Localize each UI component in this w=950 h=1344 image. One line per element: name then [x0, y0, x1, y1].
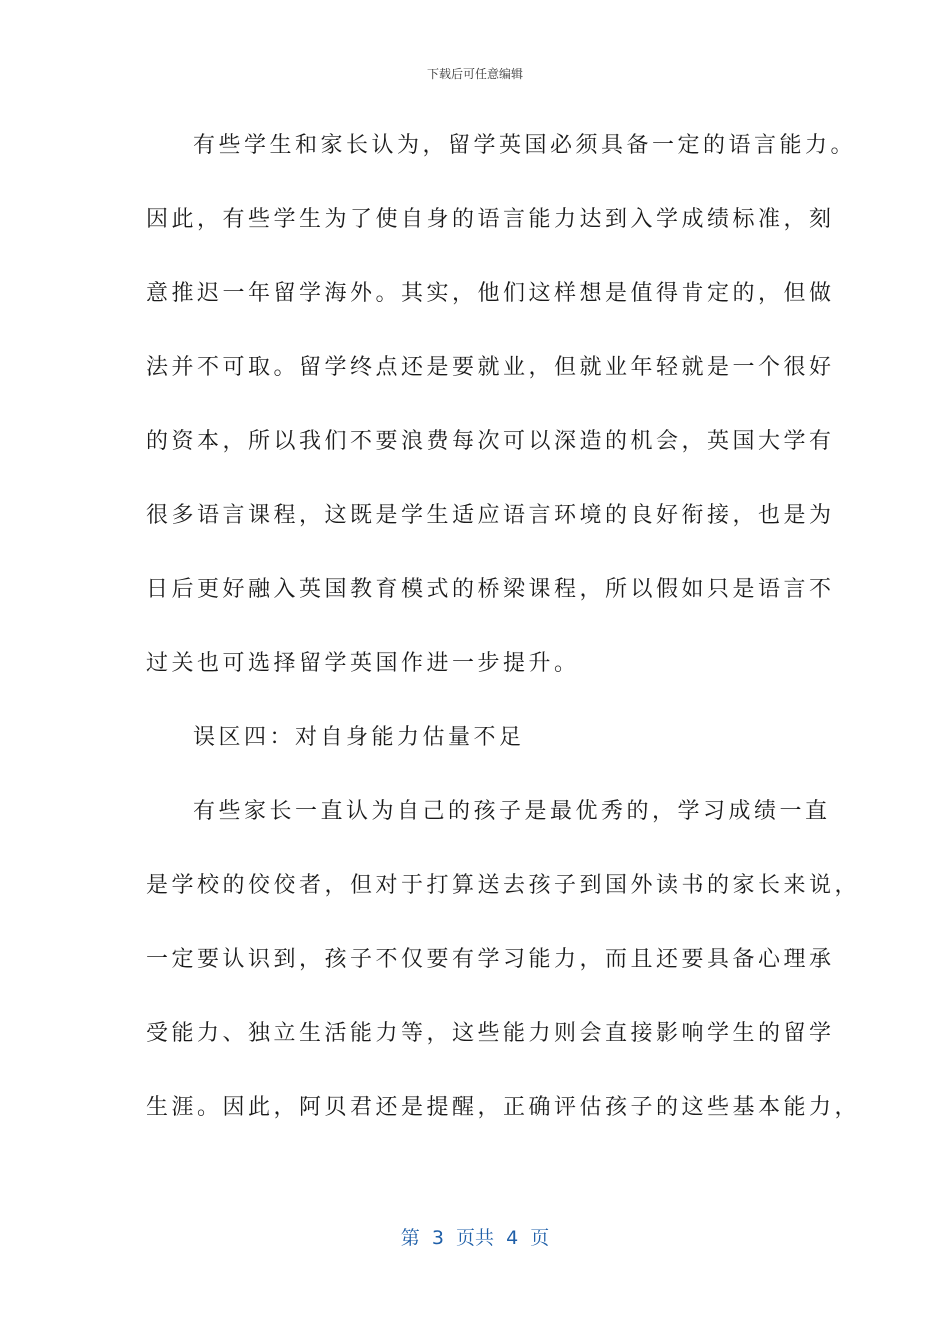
paragraph-line: 过关也可选择留学英国作进一步提升。	[146, 651, 580, 676]
paragraph-line: 很多语言课程，这既是学生适应语言环境的良好衔接，也是为	[146, 503, 835, 528]
paragraph-line: 生涯。因此，阿贝君还是提醒，正确评估孩子的这些基本能力，	[146, 1095, 861, 1120]
paragraph-line: 法并不可取。留学终点还是要就业，但就业年轻就是一个很好	[146, 355, 835, 380]
paragraph-line: 是学校的佼佼者，但对于打算送去孩子到国外读书的家长来说，	[146, 873, 861, 898]
document-body	[146, 124, 861, 1160]
paragraph-line: 有些家长一直认为自己的孩子是最优秀的，学习成绩一直	[193, 799, 831, 824]
section-heading: 误区四：对自身能力估量不足	[193, 725, 525, 750]
paragraph-line: 日后更好融入英国教育模式的桥梁课程，所以假如只是语言不	[146, 577, 835, 602]
page-header: 下载后可任意编辑	[426, 67, 523, 81]
paragraph-line: 的资本，所以我们不要浪费每次可以深造的机会，英国大学有	[146, 429, 835, 454]
page-number-footer: 第 3 页共 4 页	[400, 1227, 550, 1249]
paragraph-line: 一定要认识到，孩子不仅要有学习能力，而且还要具备心理承	[146, 947, 835, 972]
paragraph-line: 意推迟一年留学海外。其实，他们这样想是值得肯定的，但做	[146, 281, 835, 306]
paragraph-line: 受能力、独立生活能力等，这些能力则会直接影响学生的留学	[146, 1021, 835, 1046]
paragraph-line: 因此，有些学生为了使自身的语言能力达到入学成绩标准，刻	[146, 207, 835, 232]
paragraph-line: 有些学生和家长认为，留学英国必须具备一定的语言能力。	[193, 133, 857, 158]
